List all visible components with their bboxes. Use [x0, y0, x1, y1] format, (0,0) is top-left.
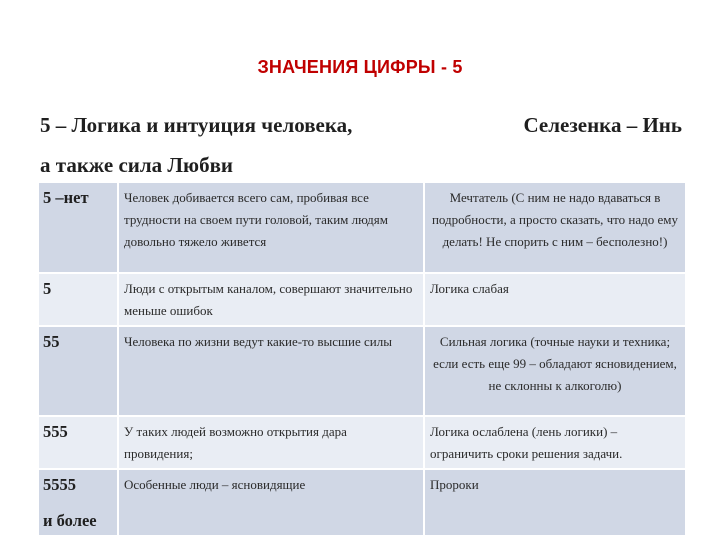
row-note: Логика слабая	[424, 273, 686, 326]
meanings-table	[37, 181, 687, 537]
row-number-value: 5555	[43, 475, 76, 494]
row-description: У таких людей возможно открытия дара провидения;	[118, 416, 424, 469]
table-row	[38, 182, 686, 273]
subtitle-left-line1: 5 – Логика и интуиция человека,	[40, 113, 353, 137]
row-note: Мечтатель (С ним не надо вдаваться в подробности, а просто сказать, что надо ему делать! Не спорить с ним – бесполезно!)	[424, 182, 686, 273]
row-note: Пророки	[424, 469, 686, 536]
row-number: 55	[38, 326, 118, 416]
table-row	[38, 326, 686, 416]
table-row	[38, 416, 686, 469]
row-description: Человек добивается всего сам, пробивая все трудности на своем пути головой, таким людям довольно тяжело живется	[118, 182, 424, 273]
row-number	[38, 469, 118, 536]
row-number: 5	[38, 273, 118, 326]
row-number-extra: и более	[43, 511, 97, 530]
row-number: 555	[38, 416, 118, 469]
page-title: ЗНАЧЕНИЯ ЦИФРЫ - 5	[257, 57, 463, 77]
table-row	[38, 469, 686, 536]
row-note: Логика ослаблена (лень логики) – ограничить сроки решения задачи.	[424, 416, 686, 469]
subtitle-left-line2: а также сила Любви	[40, 153, 234, 177]
row-description: Особенные люди – ясновидящие	[118, 469, 424, 536]
row-description: Люди с открытым каналом, совершают значительно меньше ошибок	[118, 273, 424, 326]
row-description: Человека по жизни ведут какие-то высшие силы	[118, 326, 424, 416]
subtitle-right: Селезенка – Инь	[523, 113, 682, 137]
table-row	[38, 273, 686, 326]
row-note: Сильная логика (точные науки и техника; если есть еще 99 – обладают ясновидением, не склонны к алкоголю)	[424, 326, 686, 416]
row-number: 5 –нет	[38, 182, 118, 273]
